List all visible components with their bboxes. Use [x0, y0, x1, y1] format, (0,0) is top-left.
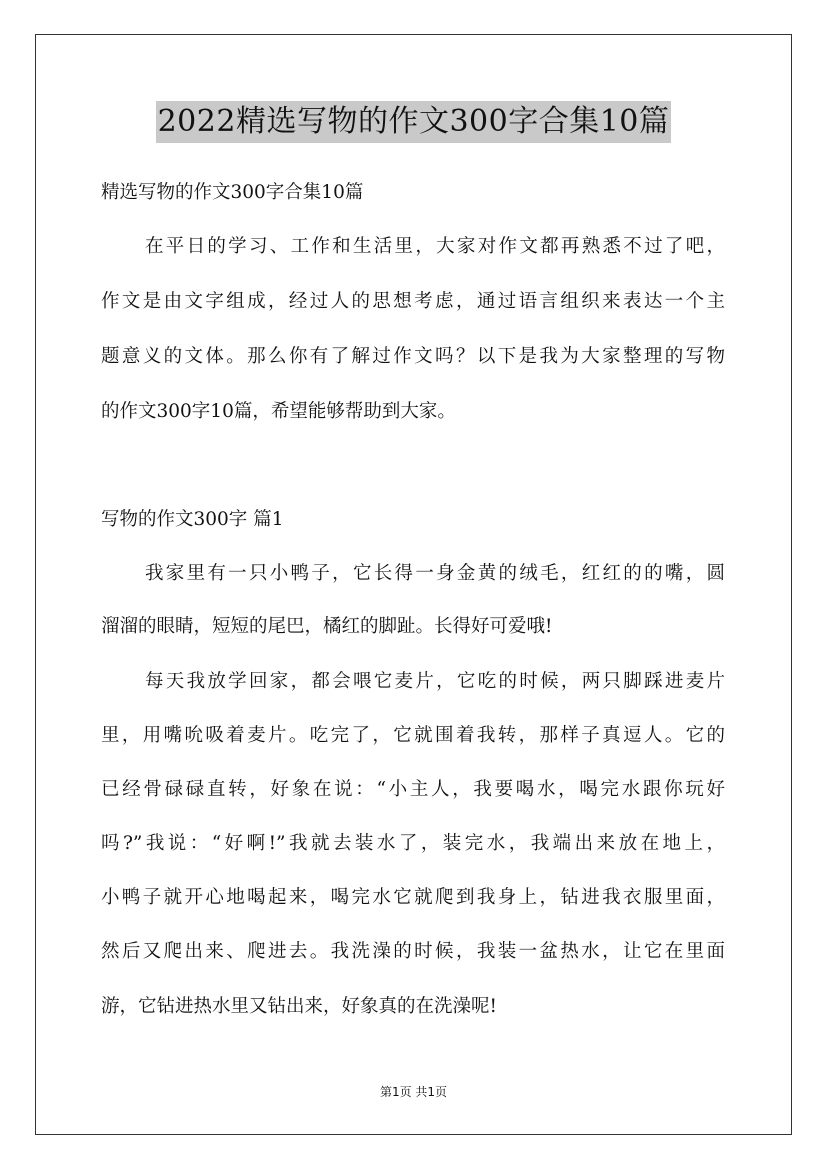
- intro-line: 的作文300字10篇，希望能够帮助到大家。: [101, 401, 456, 422]
- document-subtitle: 精选写物的作文300字合集10篇: [101, 182, 364, 203]
- body-line: 吗?”我说：“好啊!”我就去装水了，装完水，我端出来放在地上，: [101, 833, 725, 854]
- page-footer: 第1页 共1页: [379, 1085, 448, 1099]
- body-line: 然后又爬出来、爬进去。我洗澡的时候，我装一盆热水，让它在里面: [101, 941, 725, 962]
- document-title: 2022精选写物的作文300字合集10篇: [156, 101, 672, 143]
- section-heading: 写物的作文300字 篇1: [101, 509, 284, 530]
- body-line: 里，用嘴吮吸着麦片。吃完了，它就围着我转，那样子真逗人。它的: [101, 725, 725, 746]
- intro-line: 题意义的文体。那么你有了解过作文吗？以下是我为大家整理的写物: [101, 346, 725, 367]
- intro-line: 作文是由文字组成，经过人的思想考虑，通过语言组织来表达一个主: [101, 291, 725, 312]
- intro-line: 在平日的学习、工作和生活里，大家对作文都再熟悉不过了吧，: [145, 236, 725, 257]
- body-line: 游，它钻进热水里又钻出来，好象真的在洗澡呢!: [101, 996, 497, 1017]
- body-line: 我家里有一只小鸭子，它长得一身金黄的绒毛，红红的的嘴，圆: [145, 563, 725, 584]
- body-line: 小鸭子就开心地喝起来，喝完水它就爬到我身上，钻进我衣服里面，: [101, 887, 725, 908]
- body-line: 溜溜的眼睛，短短的尾巴，橘红的脚趾。长得好可爱哦!: [101, 616, 553, 637]
- body-line: 已经骨碌碌直转，好象在说：“小主人，我要喝水，喝完水跟你玩好: [101, 779, 725, 800]
- body-line: 每天我放学回家，都会喂它麦片，它吃的时候，两只脚踩进麦片: [145, 671, 725, 692]
- title-container: [0, 101, 827, 143]
